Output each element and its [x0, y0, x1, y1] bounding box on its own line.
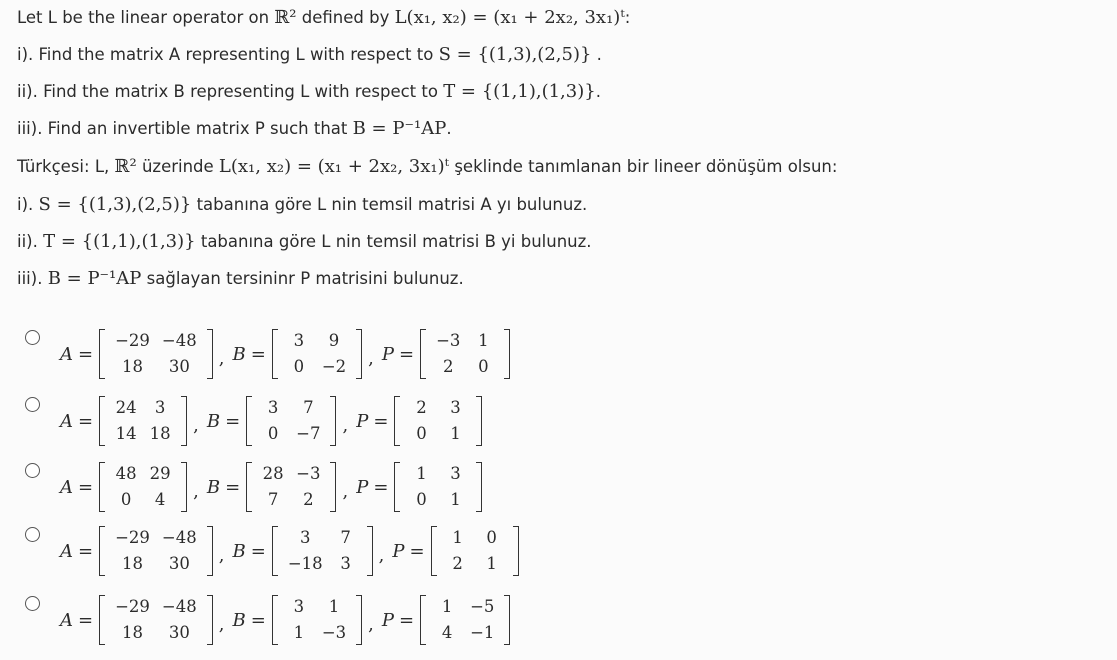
matrix-entry: −7	[296, 424, 321, 443]
equals-sign: =	[78, 609, 94, 631]
equals-sign: =	[250, 343, 266, 365]
answer-option[interactable]	[25, 392, 925, 450]
matrix-name-a: A	[60, 540, 73, 562]
matrix-b	[246, 396, 336, 446]
option-expression	[60, 392, 482, 450]
matrix-entry: 1	[416, 464, 427, 483]
matrix-entry: 48	[115, 464, 137, 483]
comma-separator: ,	[218, 613, 225, 635]
matrix-entry: 0	[267, 424, 279, 443]
matrix-name-p: P	[392, 540, 405, 562]
matrix-p	[394, 462, 482, 512]
matrix-entry: 2	[416, 398, 427, 417]
equals-sign: =	[78, 476, 94, 498]
comma-separator: ,	[368, 613, 374, 635]
question-tr-part-iii: iii). B = P⁻¹AP sağlayan tersininr P matrisini bulunuz.	[17, 268, 464, 289]
comma-separator: ,	[193, 414, 199, 436]
matrix-entry: 2	[303, 490, 314, 509]
matrix-entry: −48	[161, 331, 197, 350]
matrix-p	[420, 329, 510, 379]
question-en-part-i: i). Find the matrix A representing L with respect to S = {(1,3),(2,5)} .	[17, 44, 602, 65]
matrix-entry: 1	[293, 623, 305, 642]
equals-sign: =	[409, 540, 425, 562]
equals-sign: =	[225, 476, 241, 498]
equals-sign: =	[225, 410, 241, 432]
matrix-entry: 30	[168, 357, 190, 376]
matrix-entry: 3	[340, 554, 351, 573]
matrix-entry: −5	[470, 597, 495, 616]
matrix-entry: 1	[328, 597, 340, 616]
comma-separator: ,	[342, 480, 349, 502]
matrix-a	[99, 595, 213, 645]
matrix-entry: −29	[115, 528, 150, 547]
matrix-entry: 24	[115, 398, 137, 417]
equals-sign: =	[399, 609, 415, 631]
matrix-name-a: A	[60, 410, 73, 432]
matrix-name-a: A	[60, 343, 73, 365]
comma-separator: ,	[218, 544, 225, 566]
matrix-entry: 3	[450, 464, 461, 483]
equals-sign: =	[373, 476, 389, 498]
matrix-entry: 0	[478, 357, 489, 376]
matrix-entry: −1	[470, 623, 495, 642]
matrix-entry: −48	[161, 597, 197, 616]
matrix-b	[272, 526, 373, 576]
comma-separator: ,	[342, 414, 349, 436]
matrix-entry: 3	[267, 398, 279, 417]
matrix-entry: 0	[120, 490, 132, 509]
equals-sign: =	[250, 540, 266, 562]
answer-option[interactable]	[25, 325, 925, 383]
matrix-entry: 7	[267, 490, 279, 509]
matrix-name-a: A	[60, 476, 73, 498]
equals-sign: =	[399, 343, 415, 365]
matrix-entry: 18	[149, 424, 171, 443]
matrix-name-b: B	[232, 609, 246, 631]
matrix-entry: 7	[303, 398, 314, 417]
matrix-entry: −3	[296, 464, 321, 483]
question-tr-part-i: i). S = {(1,3),(2,5)} tabanına göre L nin temsil matrisi A yı bulunuz.	[17, 194, 588, 215]
matrix-p	[394, 396, 482, 446]
matrix-entry: 4	[441, 623, 453, 642]
question-en-part-ii: ii). Find the matrix B representing L with respect to T = {(1,1),(1,3)}.	[17, 81, 601, 102]
matrix-entry: −3	[436, 331, 461, 350]
matrix-entry: −18	[287, 554, 323, 573]
answer-option[interactable]	[25, 458, 925, 516]
comma-separator: ,	[218, 347, 225, 369]
matrix-entry: 18	[122, 554, 143, 573]
matrix-entry: −29	[115, 597, 150, 616]
matrix-b	[246, 462, 336, 512]
comma-separator: ,	[193, 480, 199, 502]
matrix-name-p: P	[381, 609, 394, 631]
matrix-name-p: P	[356, 410, 369, 432]
matrix-entry: 0	[416, 490, 427, 509]
matrix-entry: 28	[262, 464, 284, 483]
radio-button[interactable]	[25, 596, 40, 611]
matrix-entry: 29	[149, 464, 171, 483]
equals-sign: =	[250, 609, 266, 631]
question-en-part-iii: iii). Find an invertible matrix P such that B = P⁻¹AP.	[17, 118, 452, 139]
matrix-entry: 9	[328, 331, 340, 350]
matrix-p	[431, 526, 519, 576]
equals-sign: =	[78, 410, 94, 432]
matrix-entry: 18	[122, 357, 143, 376]
matrix-entry: 3	[299, 528, 311, 547]
matrix-entry: 1	[450, 490, 461, 509]
matrix-a	[99, 526, 213, 576]
matrix-entry: 3	[293, 597, 305, 616]
matrix-a	[99, 329, 213, 379]
question-tr-part-ii: ii). T = {(1,1),(1,3)} tabanına göre L nin temsil matrisi B yi bulunuz.	[17, 231, 592, 252]
matrix-entry: 30	[168, 554, 190, 573]
option-expression	[60, 522, 519, 580]
matrix-name-b: B	[232, 343, 246, 365]
matrix-entry: 1	[486, 554, 497, 573]
radio-button[interactable]	[25, 463, 40, 478]
matrix-entry: 2	[443, 357, 454, 376]
equals-sign: =	[78, 540, 94, 562]
question-en-intro: Let L be the linear operator on ℝ² defined by L(x₁, x₂) = (x₁ + 2x₂, 3x₁)ᵗ:	[17, 7, 631, 28]
matrix-entry: 4	[154, 490, 166, 509]
radio-button[interactable]	[25, 330, 40, 345]
matrix-entry: 1	[450, 424, 461, 443]
matrix-entry: 1	[452, 528, 463, 547]
matrix-a	[99, 462, 187, 512]
matrix-entry: 0	[416, 424, 427, 443]
matrix-entry: −29	[115, 331, 150, 350]
matrix-entry: 30	[168, 623, 190, 642]
matrix-name-p: P	[356, 476, 369, 498]
matrix-entry: 18	[122, 623, 143, 642]
matrix-entry: −3	[321, 623, 347, 642]
comma-separator: ,	[368, 347, 374, 369]
matrix-entry: 2	[452, 554, 463, 573]
matrix-a	[99, 396, 187, 446]
radio-button[interactable]	[25, 527, 40, 542]
answer-option[interactable]	[25, 522, 925, 580]
matrix-b	[272, 329, 362, 379]
matrix-entry: 3	[293, 331, 305, 350]
matrix-entry: −2	[321, 357, 347, 376]
matrix-p	[420, 595, 510, 645]
matrix-b	[272, 595, 362, 645]
equals-sign: =	[373, 410, 389, 432]
matrix-name-b: B	[206, 410, 221, 432]
matrix-name-b: B	[232, 540, 246, 562]
matrix-entry: 14	[115, 424, 137, 443]
matrix-name-a: A	[60, 609, 73, 631]
matrix-entry: 3	[450, 398, 461, 417]
matrix-entry: 1	[478, 331, 489, 350]
matrix-entry: 0	[486, 528, 497, 547]
option-expression	[60, 325, 510, 383]
matrix-entry: 0	[293, 357, 305, 376]
answer-option[interactable]	[25, 591, 925, 649]
matrix-name-p: P	[381, 343, 394, 365]
matrix-name-b: B	[206, 476, 221, 498]
equals-sign: =	[78, 343, 94, 365]
matrix-entry: 3	[154, 398, 166, 417]
option-expression	[60, 591, 510, 649]
comma-separator: ,	[378, 544, 385, 566]
matrix-entry: −48	[161, 528, 197, 547]
radio-button[interactable]	[25, 397, 40, 412]
matrix-entry: 7	[340, 528, 351, 547]
matrix-entry: 1	[441, 597, 453, 616]
option-expression	[60, 458, 482, 516]
question-tr-intro: Türkçesi: L, ℝ² üzerinde L(x₁, x₂) = (x₁ + 2x₂, 3x₁)ᵗ şeklinde tanımlanan bir lineer dönüşüm olsun:	[17, 156, 838, 177]
